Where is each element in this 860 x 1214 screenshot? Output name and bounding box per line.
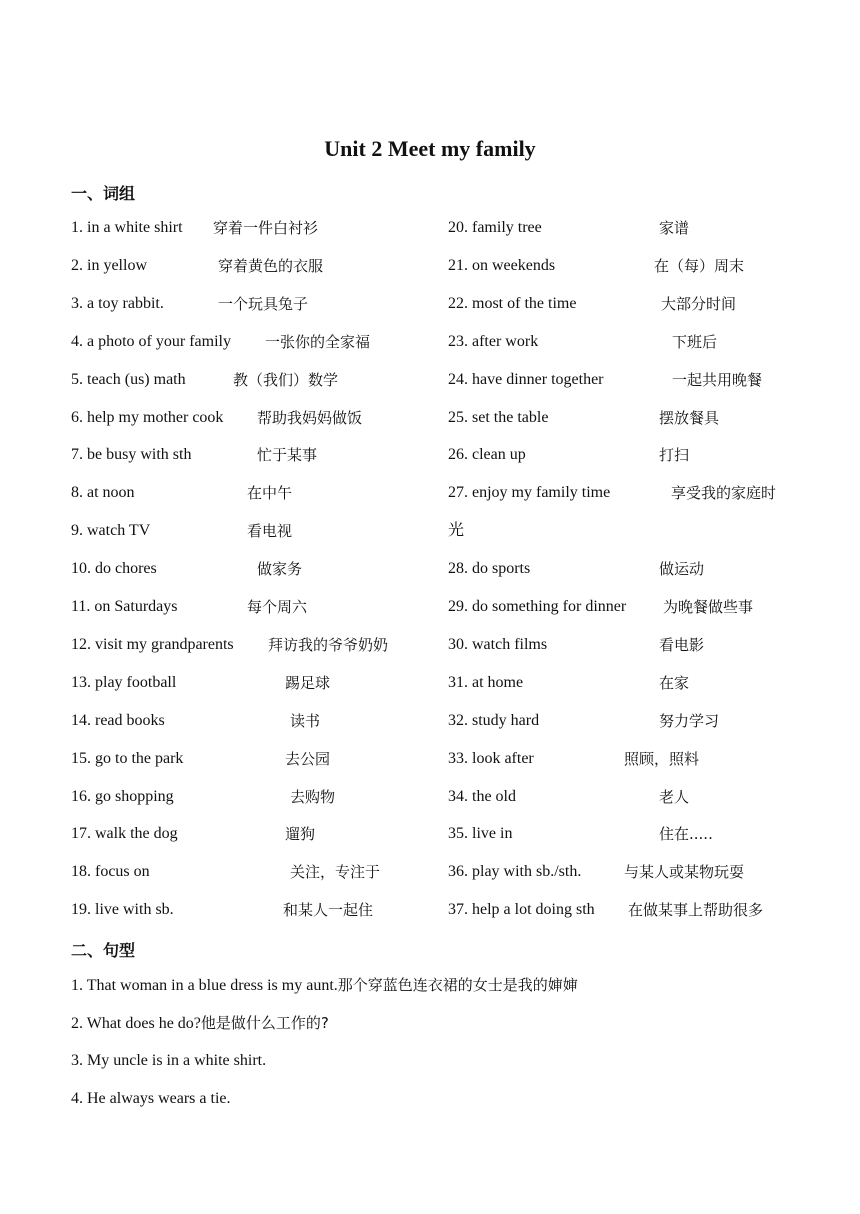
- phrase-english: 26. clean up: [448, 446, 526, 464]
- phrase-english: 28. do sports: [448, 560, 531, 578]
- left-phrase-row: [71, 634, 471, 656]
- phrase-english: 24. have dinner together: [448, 370, 604, 388]
- phrase-chinese: 去公园: [285, 749, 331, 768]
- left-phrase-row: [71, 748, 471, 770]
- phrase-english: 10. do chores: [71, 560, 157, 578]
- sentence-item: [71, 1012, 329, 1035]
- phrase-chinese: 做家务: [257, 560, 303, 579]
- phrase-english: 9. watch TV: [71, 522, 151, 540]
- phrase-english: 30. watch films: [448, 635, 548, 653]
- sentence-english: 2. What does he do?: [71, 1014, 201, 1032]
- left-phrase-row: [71, 444, 471, 466]
- phrase-english: 34. the old: [448, 787, 516, 805]
- left-phrase-row: [71, 823, 471, 845]
- sentence-item: [71, 1088, 231, 1110]
- right-phrase-row: [448, 407, 848, 429]
- sentence-chinese: 那个穿蓝色连衣裙的女士是我的婶婶: [337, 976, 578, 994]
- phrase-chinese: 住在.....: [659, 825, 713, 844]
- phrase-chinese: 帮助我妈妈做饭: [257, 408, 363, 427]
- phrase-english: 7. be busy with sth: [71, 446, 192, 464]
- phrase-chinese: 在家: [659, 673, 690, 692]
- phrase-chinese: 踢足球: [285, 673, 331, 692]
- left-phrase-row: [71, 861, 471, 883]
- right-phrase-row: [448, 596, 848, 618]
- phrase-chinese: 忙于某事: [257, 446, 318, 465]
- phrase-english: 3. a toy rabbit.: [71, 294, 164, 312]
- phrase-english: 2. in yellow: [71, 256, 147, 274]
- phrase-chinese: 拜访我的爷爷奶奶: [268, 635, 389, 654]
- phrase-english: 8. at noon: [71, 484, 135, 502]
- phrase-english: 光: [448, 522, 465, 540]
- left-phrase-row: [71, 558, 471, 580]
- right-phrase-row: [448, 444, 848, 466]
- left-phrase-row: [71, 596, 471, 618]
- right-phrase-row: [448, 255, 848, 277]
- phrase-chinese: 关注，专注于: [290, 863, 381, 882]
- phrase-chinese: 打扫: [659, 446, 690, 465]
- left-phrase-row: [71, 369, 471, 391]
- phrase-english: 22. most of the time: [448, 294, 577, 312]
- phrase-chinese: 照顾，照料: [624, 749, 700, 768]
- sentence-chinese: 他是做什么工作的?: [200, 1013, 329, 1032]
- phrase-chinese: 大部分时间: [661, 294, 737, 313]
- phrase-chinese: 遛狗: [285, 825, 316, 844]
- phrase-chinese: 努力学习: [659, 711, 720, 730]
- right-phrase-row: [448, 558, 848, 580]
- phrase-english: 23. after work: [448, 332, 539, 350]
- phrase-chinese: 一起共用晚餐: [672, 370, 763, 389]
- right-phrase-row: [448, 482, 848, 504]
- phrase-chinese: 下班后: [672, 332, 718, 351]
- phrase-chinese: 看电影: [659, 635, 705, 654]
- phrase-chinese: 享受我的家庭时: [671, 484, 777, 503]
- right-phrase-row: [448, 369, 848, 391]
- sentence-english: 3. My uncle is in a white shirt.: [71, 1051, 267, 1069]
- phrase-english: 36. play with sb./sth.: [448, 863, 582, 881]
- right-phrase-row: [448, 331, 848, 353]
- phrase-chinese: 为晚餐做些事: [663, 598, 754, 616]
- left-phrase-row: [71, 899, 471, 921]
- phrase-english: 11. on Saturdays: [71, 598, 178, 615]
- right-phrase-row: [448, 710, 848, 732]
- left-phrase-row: [71, 293, 471, 315]
- right-phrase-row: [448, 786, 848, 808]
- phrase-chinese: 家谱: [659, 219, 690, 237]
- phrase-chinese: 穿着一件白衬衫: [213, 219, 319, 237]
- right-phrase-row: [448, 634, 848, 656]
- section-heading-sentences: 二、句型: [71, 941, 136, 960]
- right-phrase-row: [448, 899, 848, 921]
- phrase-english: 5. teach (us) math: [71, 370, 186, 388]
- phrase-chinese: 在（每）周末: [654, 256, 745, 275]
- phrase-english: 14. read books: [71, 711, 165, 729]
- phrase-english: 33. look after: [448, 749, 534, 767]
- phrase-english: 31. at home: [448, 673, 524, 691]
- left-phrase-row: [71, 672, 471, 694]
- page-title: Unit 2 Meet my family: [324, 136, 536, 161]
- sentence-english: 1. That woman in a blue dress is my aunt.: [71, 977, 338, 994]
- right-phrase-row: [448, 217, 848, 239]
- phrase-english: 13. play football: [71, 673, 177, 691]
- left-phrase-row: [71, 520, 471, 542]
- phrase-chinese: 做运动: [659, 560, 705, 579]
- phrase-english: 6. help my mother cook: [71, 408, 224, 426]
- left-phrase-row: [71, 217, 471, 239]
- phrase-chinese: 与某人或某物玩耍: [624, 863, 745, 882]
- phrase-english: 4. a photo of your family: [71, 332, 231, 350]
- phrase-english: 25. set the table: [448, 408, 549, 426]
- section-heading-phrases: 一、词组: [71, 184, 136, 203]
- right-phrase-row: [448, 823, 848, 845]
- left-phrase-row: [71, 255, 471, 277]
- phrase-english: 19. live with sb.: [71, 901, 174, 919]
- left-phrase-row: [71, 407, 471, 429]
- phrase-english: 35. live in: [448, 825, 513, 843]
- phrase-english: 17. walk the dog: [71, 825, 178, 843]
- phrase-chinese: 读书: [290, 711, 321, 730]
- phrase-chinese: 老人: [659, 787, 690, 806]
- right-phrase-row: [448, 672, 848, 694]
- right-phrase-row: [448, 520, 848, 542]
- phrase-english: 27. enjoy my family time: [448, 484, 611, 502]
- phrase-english: 29. do something for dinner: [448, 598, 627, 615]
- sentence-item: [71, 1050, 266, 1072]
- phrase-chinese: 在做某事上帮助很多: [628, 901, 764, 920]
- phrase-chinese: 去购物: [290, 787, 336, 806]
- phrase-english: 37. help a lot doing sth: [448, 901, 595, 919]
- phrase-english: 15. go to the park: [71, 749, 184, 767]
- phrase-english: 21. on weekends: [448, 256, 556, 274]
- phrase-chinese: 每个周六: [247, 598, 308, 616]
- phrase-english: 18. focus on: [71, 863, 150, 881]
- phrase-english: 16. go shopping: [71, 787, 174, 805]
- phrase-chinese: 一张你的全家福: [265, 332, 371, 351]
- phrase-chinese: 穿着黄色的衣服: [218, 256, 324, 275]
- right-phrase-row: [448, 861, 848, 883]
- phrase-english: 12. visit my grandparents: [71, 635, 234, 653]
- phrase-english: 20. family tree: [448, 219, 542, 236]
- right-phrase-row: [448, 293, 848, 315]
- left-phrase-row: [71, 482, 471, 504]
- phrase-chinese: 一个玩具兔子: [218, 294, 309, 313]
- right-phrase-row: [448, 748, 848, 770]
- phrase-english: 1. in a white shirt: [71, 219, 183, 236]
- left-phrase-row: [71, 786, 471, 808]
- phrase-chinese: 摆放餐具: [659, 408, 720, 427]
- sentence-item: [71, 974, 578, 997]
- left-phrase-row: [71, 710, 471, 732]
- sentence-english: 4. He always wears a tie.: [71, 1089, 231, 1107]
- phrase-chinese: 和某人一起住: [283, 901, 374, 920]
- phrase-english: 32. study hard: [448, 711, 540, 729]
- phrase-chinese: 教（我们）数学: [233, 370, 339, 389]
- phrase-chinese: 看电视: [247, 522, 293, 541]
- phrase-chinese: 在中午: [247, 484, 293, 503]
- left-phrase-row: [71, 331, 471, 353]
